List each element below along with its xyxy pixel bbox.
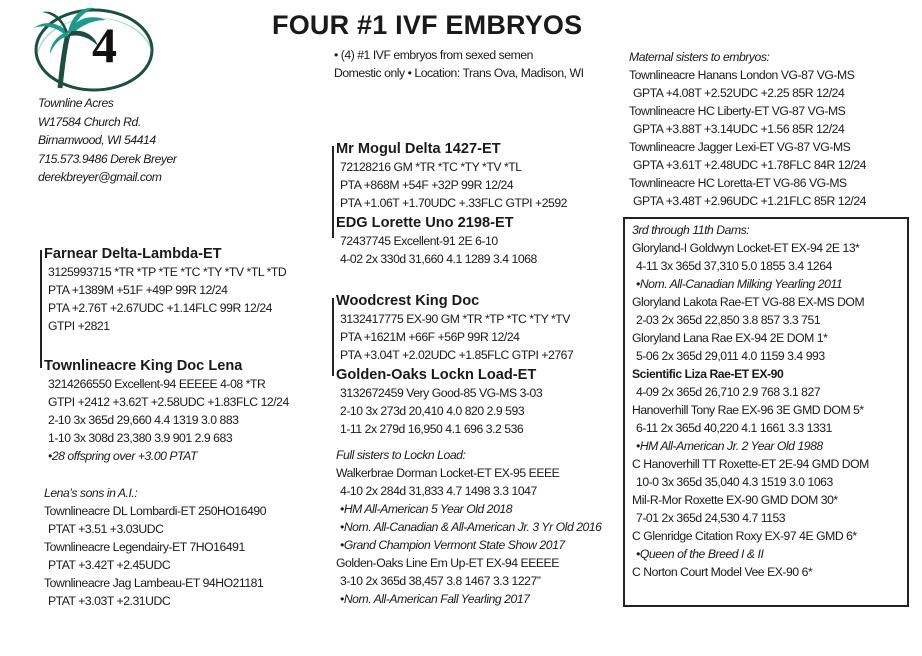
dam1-line: GTPI +2412 +3.62T +2.58UDC +1.83FLC 12/24 (48, 395, 289, 409)
son-line: Townlineacre Legendairy-ET 7HO16491 (44, 540, 245, 554)
maternal-sister-line: GPTA +3.48T +2.96UDC +1.21FLC 85R 12/24 (633, 194, 867, 208)
sire2-name: Mr Mogul Delta 1427-ET (336, 141, 501, 157)
dam-line: 5-06 2x 365d 29,011 4.0 1159 3.4 993 (636, 349, 825, 363)
sire1-block (44, 245, 286, 335)
dam-line: C Norton Court Model Vee EX-90 6* (632, 565, 813, 579)
detail-line: Domestic only • Location: Trans Ova, Madison, WI (334, 66, 584, 80)
sire1-line: PTA +1389M +51F +49P 99R 12/24 (48, 283, 228, 297)
maternal-sisters-heading: Maternal sisters to embryos: (629, 50, 770, 64)
address-line: W17584 Church Rd. (38, 114, 141, 129)
sire3-block (336, 292, 573, 364)
full-sister-line: Walkerbrae Dorman Locket-ET EX-95 EEEE (336, 466, 560, 480)
dam-line: 7-01 2x 365d 24,530 4.7 1153 (636, 511, 786, 525)
sire3-line: PTA +3.04T +2.02UDC +1.85FLC GTPI +2767 (340, 348, 574, 362)
maternal-sister-line: GPTA +4.08T +2.52UDC +2.25 85R 12/24 (633, 86, 845, 100)
lot-number: 4 (92, 17, 117, 73)
maternal-sister-line: Townlineacre HC Liberty-ET VG-87 VG-MS (629, 104, 846, 118)
full-sister-line: •Nom. All-Canadian & All-American Jr. 3 Yr Old 2016 (340, 520, 602, 534)
son-line: PTAT +3.42T +2.45UDC (48, 558, 171, 572)
address-line: Townline Acres (38, 96, 114, 110)
maternal-sister-line: Townlineacre Jagger Lexi-ET VG-87 VG-MS (629, 140, 851, 154)
dam-line: Gloryland Lana Rae EX-94 2E DOM 1* (632, 331, 828, 345)
sire1-line: 3125993715 *TR *TP *TE *TC *TY *TV *TL *TD (48, 265, 287, 279)
full-sisters-block (336, 446, 602, 608)
sons-block (44, 484, 266, 610)
dam1-name: Townlineacre King Doc Lena (44, 358, 243, 374)
dam2-block (336, 214, 537, 268)
dam-line: •Nom. All-Canadian Milking Yearling 2011 (636, 277, 843, 291)
son-line: Townlineacre Jag Lambeau-ET 94HO21181 (44, 576, 264, 590)
maternal-sister-line: Townlineacre HC Loretta-ET VG-86 VG-MS (629, 176, 847, 190)
full-sister-line: 3-10 2x 365d 38,457 3.8 1467 3.3 1227” (340, 574, 541, 588)
sire2-line: PTA +1.06T +1.70UDC +.33FLC GTPI +2592 (340, 196, 568, 210)
maternal-sister-line: GPTA +3.88T +3.14UDC +1.56 85R 12/24 (633, 122, 845, 136)
dam2-line: 72437745 Excellent-91 2E 6-10 (340, 234, 498, 248)
dam1-note: •28 offspring over +3.00 PTAT (48, 449, 197, 463)
dam-line: 4-09 2x 365d 26,710 2.9 768 3.1 827 (636, 385, 821, 399)
full-sisters-heading: Full sisters to Lockn Load: (336, 448, 466, 462)
dam-line: Mil-R-Mor Roxette EX-90 GMD DOM 30* (632, 493, 838, 507)
dam3-line: 1-11 2x 279d 16,950 4.1 696 3.2 536 (340, 422, 524, 436)
dam-line: C Hanoverhill TT Roxette-ET 2E-94 GMD DOM (632, 457, 869, 471)
pedigree-bracket (40, 250, 42, 368)
sire3-line: 3132417775 EX-90 GM *TR *TP *TC *TY *TV (340, 312, 570, 326)
son-line: PTAT +3.51 +3.03UDC (48, 522, 164, 536)
address-line: derekbreyer@gmail.com (38, 170, 162, 184)
dam-line: •Queen of the Breed I & II (636, 547, 764, 561)
sire1-name: Farnear Delta-Lambda-ET (44, 246, 222, 262)
full-sister-line: •Nom. All-American Fall Yearling 2017 (340, 592, 530, 606)
pedigree-bracket (332, 298, 334, 376)
palm-tree-icon (28, 4, 154, 94)
dam-line: •HM All-American Jr. 2 Year Old 1988 (636, 439, 823, 453)
sire3-name: Woodcrest King Doc (336, 293, 480, 309)
sire2-block (336, 140, 567, 212)
farm-address (38, 94, 176, 187)
dam-line: 10-0 3x 365d 35,040 4.3 1519 3.0 1063 (636, 475, 833, 489)
detail-line: • (4) #1 IVF embryos from sexed semen (334, 48, 533, 62)
dam-line: 6-11 2x 365d 40,220 4.1 1661 3.3 1331 (636, 421, 832, 435)
dam-line: 2-03 2x 365d 22,850 3.8 857 3.3 751 (636, 313, 821, 327)
dam3-block (336, 366, 542, 438)
dam3-line: 2-10 3x 273d 20,410 4.0 820 2.9 593 (340, 404, 525, 418)
address-line: Birnamwood, WI 54414 (38, 133, 156, 147)
dam2-name: EDG Lorette Uno 2198-ET (336, 215, 514, 231)
dam3-name: Golden-Oaks Lockn Load-ET (336, 367, 537, 383)
dam-line: 4-11 3x 365d 37,310 5.0 1855 3.4 1264 (636, 259, 832, 273)
dam1-line: 3214266550 Excellent-94 EEEEE 4-08 *TR (48, 377, 266, 391)
dam1-block (44, 357, 289, 465)
sire2-line: 72128216 GM *TR *TC *TY *TV *TL (340, 160, 522, 174)
embryo-details (334, 46, 584, 82)
palm-tree-logo (28, 4, 154, 94)
dam-line: C Glenridge Citation Roxy EX-97 4E GMD 6* (632, 529, 857, 543)
full-sister-line: •HM All-American 5 Year Old 2018 (340, 502, 513, 516)
son-line: Townlineacre DL Lombardi-ET 250HO16490 (44, 504, 267, 518)
sons-heading: Lena’s sons in A.I.: (44, 486, 138, 500)
address-line: 715.573.9486 Derek Breyer (38, 151, 177, 166)
dams-block (632, 221, 869, 581)
pedigree-bracket (332, 146, 334, 238)
dam2-line: 4-02 2x 330d 31,660 4.1 1289 3.4 1068 (340, 252, 537, 266)
dams-heading: 3rd through 11th Dams: (632, 223, 750, 237)
sire1-line: PTA +2.76T +2.67UDC +1.14FLC 99R 12/24 (48, 301, 272, 315)
full-sister-line: Golden-Oaks Line Em Up-ET EX-94 EEEEE (336, 556, 559, 570)
sire2-line: PTA +868M +54F +32P 99R 12/24 (340, 178, 514, 192)
full-sister-line: 4-10 2x 284d 31,833 4.7 1498 3.3 1047 (340, 484, 537, 498)
son-line: PTAT +3.03T +2.31UDC (48, 594, 171, 608)
dam-line: Scientific Liza Rae-ET EX-90 (632, 367, 784, 381)
sire1-line: GTPI +2821 (48, 319, 110, 333)
page-title: FOUR #1 IVF EMBRYOS (272, 10, 583, 40)
dam-line: Gloryland-I Goldwyn Locket-ET EX-94 2E 13* (632, 241, 860, 255)
dam-line: Gloryland Lakota Rae-ET VG-88 EX-MS DOM (632, 295, 865, 309)
dam-line: Hanoverhill Tony Rae EX-96 3E GMD DOM 5* (632, 403, 864, 417)
dam1-line: 2-10 3x 365d 29,660 4.4 1319 3.0 883 (48, 413, 239, 427)
maternal-sister-line: Townlineacre Hanans London VG-87 VG-MS (629, 68, 855, 82)
sire3-line: PTA +1621M +66F +56P 99R 12/24 (340, 330, 520, 344)
maternal-sisters-block (629, 48, 866, 210)
full-sister-line: •Grand Champion Vermont State Show 2017 (340, 538, 565, 552)
dam1-line: 1-10 3x 308d 23,380 3.9 901 2.9 683 (48, 431, 233, 445)
dam3-line: 3132672459 Very Good-85 VG-MS 3-03 (340, 386, 543, 400)
maternal-sister-line: GPTA +3.61T +2.48UDC +1.78FLC 84R 12/24 (633, 158, 867, 172)
